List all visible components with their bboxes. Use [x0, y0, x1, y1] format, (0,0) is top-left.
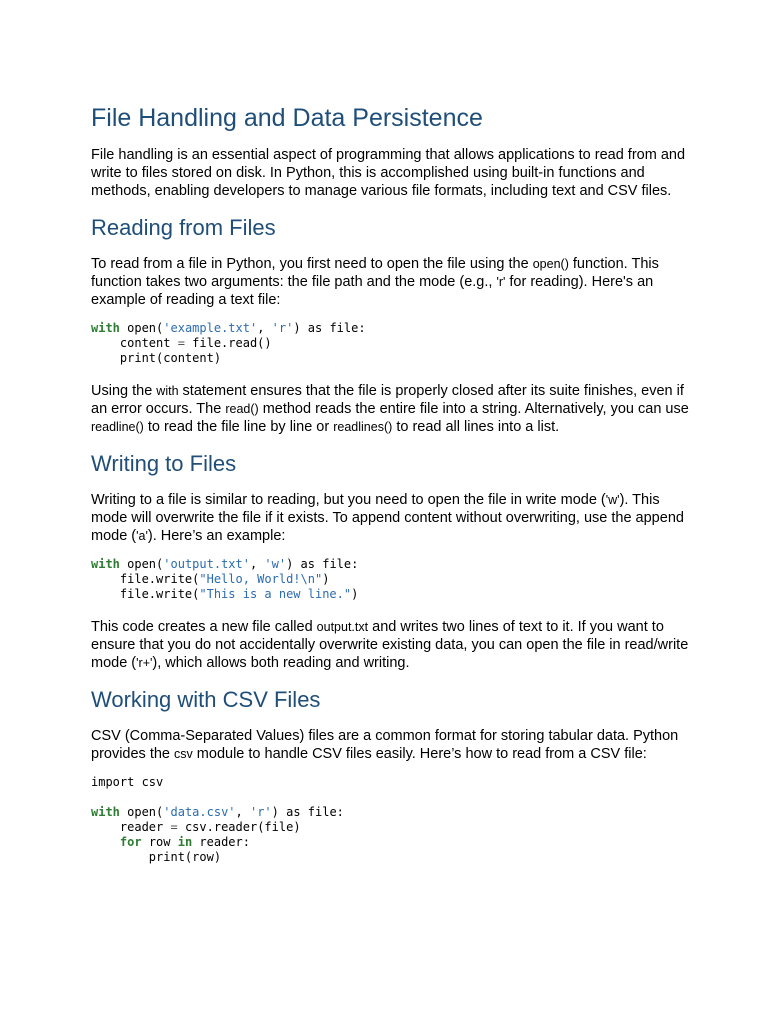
inline-code: 'a' [136, 529, 148, 543]
reading-paragraph-1: To read from a file in Python, you first need to open the file using the open() function. This function takes two arguments: the file path and the mode (e.g., 'r' for reading). Here's an example of reading a text file: [91, 256, 659, 308]
inline-code: with [156, 384, 179, 398]
document-page [91, 100, 691, 881]
inline-code: readlines() [333, 420, 393, 434]
inline-code: 'w' [605, 493, 620, 507]
inline-code: output.txt [316, 620, 369, 634]
section-heading-csv: Working with CSV Files [91, 687, 321, 712]
csv-paragraph-1: CSV (Comma-Separated Values) files are a common format for storing tabular data. Python provides the csv module to handle CSV files easily. Here’s how to read from a CSV file: [91, 728, 679, 762]
code-block-writing: with open('output.txt', 'w') as file: file.write("Hello, World!\n") file.write("This is a new line.") [91, 557, 359, 601]
inline-code: csv [174, 747, 193, 761]
page-title: File Handling and Data Persistence [91, 104, 483, 132]
reading-paragraph-2: Using the with statement ensures that the file is properly closed after its suite finishes, even if an error occurs. The read() method reads the entire file into a string. Alternatively, you can use readline() to read the file line by line or readlines() to read all lines into a list. [91, 383, 689, 435]
inline-code: readline() [91, 420, 144, 434]
section-heading-writing: Writing to Files [91, 451, 237, 476]
section-heading-reading: Reading from Files [91, 215, 276, 240]
inline-code: 'r+' [136, 656, 153, 670]
intro-paragraph: File handling is an essential aspect of programming that allows applications to read from and write to files stored on disk. In Python, this is accomplished using built-in functions and methods, enabling developers to manage various file formats, including text and CSV files. [91, 147, 686, 199]
code-block-csv: import csv with open('data.csv', 'r') as file: reader = csv.reader(file) for row in reader: print(row) [91, 775, 344, 864]
writing-paragraph-2: This code creates a new file called output.txt and writes two lines of text to it. If you want to ensure that you do not accidentally overwrite existing data, you can open the file in read/write mode ('r+'), which allows both reading and writing. [91, 619, 689, 671]
writing-paragraph-1: Writing to a file is similar to reading, but you need to open the file in write mode ('w'). This mode will overwrite the file if it exists. To append content without overwriting, use the append mode ('a'). Here’s an example: [91, 492, 684, 544]
inline-code: open() [532, 257, 569, 271]
inline-code: 'r' [496, 275, 506, 289]
code-block-reading: with open('example.txt', 'r') as file: content = file.read() print(content) [91, 321, 366, 365]
inline-code: read() [225, 402, 259, 416]
